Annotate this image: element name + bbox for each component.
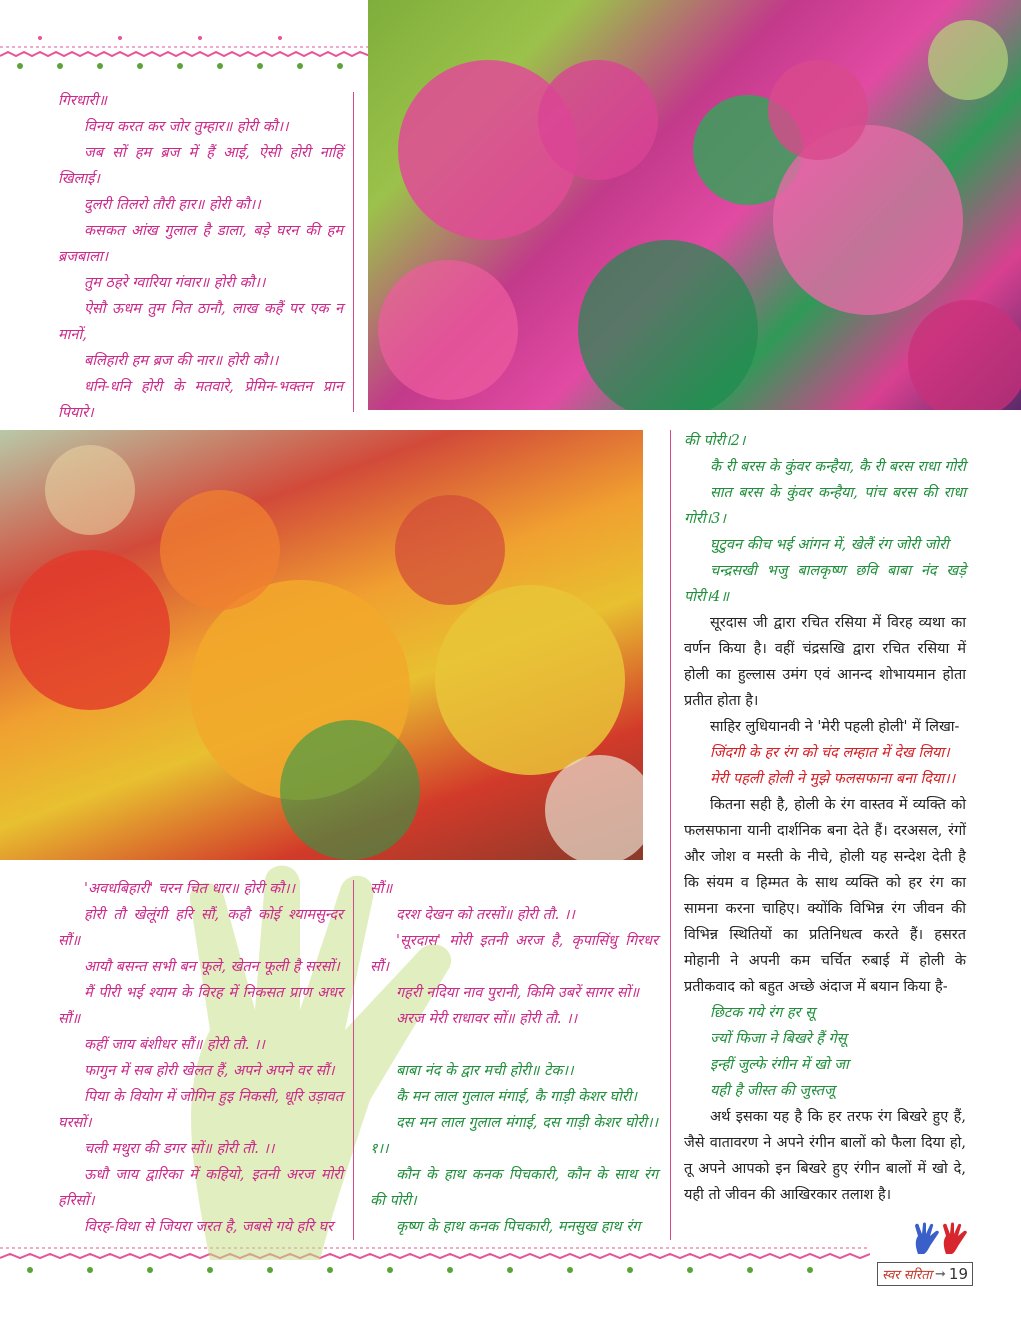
- text-line: कृष्ण के हाथ कनक पिचकारी, मनसुख हाथ रंग: [396, 1219, 641, 1235]
- text-line: ऊधौ जाय द्वारिका में कहियो, इतनी अरज मोरी हरिसों।: [58, 1167, 343, 1209]
- text-line: होरी तौ खेलूंगी हरि सौं, कहौ कोई श्यामसुन्दर सौं॥: [58, 907, 343, 949]
- text-line: बाबा नंद के द्वार मची होरी॥ टेक।।: [396, 1063, 574, 1079]
- text-line: चली मथुरा की डगर सों॥ होरी तौ. ।।: [84, 1141, 275, 1157]
- text-line: कितना सही है, होली के रंग वास्तव में व्यक्ति को फलसफाना यानी दार्शनिक बना देते हैं। दरअसल, रंगों और जोश व मस्ती के नीचे, होली यह सन्देश देती है कि संयम व हिम्मत के साथ व्यक्ति को हर रंग का सामना करना चाहिए। क्योंकि विभिन्न रंग जीवन की विभिन्न स्थितियों का प्रतिनिधत्व करते हैं। हसरत मोहानी ने अपनी कम चर्चित रुबाई में होली के प्रतीकवाद को बहुत अच्छे अंदाज में बयान किया है-: [684, 797, 966, 995]
- arrow-icon: ➞: [935, 1266, 946, 1282]
- text-line: सौं॥: [370, 881, 393, 897]
- magazine-name: स्वर सरिता: [882, 1268, 932, 1283]
- text-line: ऐसौ ऊधम तुम नित ठानौ, लाख कहैं पर एक न मानों,: [58, 301, 343, 343]
- text-line: सूरदास जी द्वारा रचित रसिया में विरह व्यथा का वर्णन किया है। वहीं चंद्रसखि द्वारा रचित रसिया में होली का हुल्लास उमंग एवं आनन्द शोभायमान होता प्रतीत होता है।: [684, 615, 966, 709]
- text-line: घुटुवन कीच भई आंगन में, खेलैं रंग जोरी जोरी: [710, 537, 949, 553]
- column-divider: [353, 880, 354, 1240]
- text-line: विरह-विथा से जियरा जरत है, जबसे गये हरि घर: [84, 1219, 334, 1235]
- page-footer: [877, 1262, 973, 1286]
- text-line: कसकत आंख गुलाल है डाला, बड़े घरन की हम ब्रजबाला।: [58, 223, 343, 265]
- poem-column-left-top: [58, 88, 343, 426]
- text-line: मेरी पहली होली ने मुझे फलसफाना बना दिया।।: [710, 771, 956, 787]
- text-line: बलिहारी हम ब्रज की नार॥ होरी कौ।।: [84, 353, 279, 369]
- top-border-ornament: [0, 30, 370, 78]
- text-line: गिरधारी॥: [58, 93, 107, 109]
- text-line: मैं पीरी भई श्याम के विरह में निकसत प्राण अधर सौं॥: [58, 985, 343, 1027]
- text-line: आयौ बसन्त सभी बन फूले, खेतन फूली है सरसों।: [84, 959, 340, 975]
- text-line: साहिर लुधियानवी ने 'मेरी पहली होली' में लिखा-: [710, 719, 960, 735]
- children-celebration-photo: [0, 430, 643, 860]
- handprint-icon: [912, 1222, 970, 1256]
- text-line: यही है जीस्त की जुस्तजू: [710, 1083, 835, 1099]
- text-line: पिया के वियोग में जोगिन हुइ निकसी, धूरि उड़ावत घरसों।: [58, 1089, 343, 1131]
- text-line: कै री बरस के कुंवर कन्हैया, कै री बरस राधा गोरी: [710, 459, 966, 475]
- text-line: गहरी नदिया नाव पुरानी, किमि उबरें सागर सों॥: [396, 985, 640, 1001]
- text-line: छिटक गये रंग हर सू: [710, 1005, 815, 1021]
- text-line: कौन के हाथ कनक पिचकारी, कौन के साथ रंग की पोरी।: [370, 1167, 658, 1209]
- text-line: दस मन लाल गुलाल मंगाई, दस गाड़ी केशर घोरी।। १।।: [370, 1115, 658, 1157]
- text-line: धनि-धनि होरी के मतवारे, प्रेमिन-भक्तन प्रान पियारे।: [58, 379, 343, 421]
- column-divider: [670, 430, 671, 1240]
- text-line: की पोरी।2।: [684, 433, 746, 449]
- text-line: जिंदगी के हर रंग को चंद लम्हात में देख लिया।: [710, 745, 950, 761]
- article-column-right: [684, 428, 966, 1208]
- text-line: जब सों हम ब्रज में हैं आई, ऐसी होरी नाहिं खिलाई।: [58, 145, 343, 187]
- text-line: इन्हीं जुल्फे रंगीन में खो जा: [710, 1057, 849, 1073]
- text-line: फागुन में सब होरी खेलत हैं, अपने अपने वर सौं।: [84, 1063, 335, 1079]
- text-line: सात बरस के कुंवर कन्हैया, पांच बरस की राधा गोरी।3।: [684, 485, 966, 527]
- text-line: दुलरी तिलरो तौरी हार॥ होरी कौ।।: [84, 197, 261, 213]
- text-line: दरश देखन को तरसों॥ होरी तौ. ।।: [396, 907, 575, 923]
- text-line: अरज मेरी राधावर सों॥ होरी तौ. ।।: [396, 1011, 578, 1027]
- text-line: चन्द्रसखी भजु बालकृष्ण छवि बाबा नंद खड़े पोरी।4॥: [684, 563, 966, 605]
- column-divider: [353, 92, 354, 412]
- text-line: विनय करत कर जोर तुम्हार॥ होरी कौ।।: [84, 119, 289, 135]
- poem-column-left-bottom: [58, 876, 343, 1240]
- poem-column-middle: [370, 876, 658, 1240]
- text-line: ज्यों फिजा ने बिखरे हैं गेसू: [710, 1031, 847, 1047]
- text-line: 'सूरदास' मोरी इतनी अरज है, कृपासिंधु गिरधर सौं।: [370, 933, 658, 975]
- text-line: [370, 1032, 658, 1058]
- page-number: 19: [948, 1265, 968, 1283]
- text-line: 'अवधबिहारी' चरन चित धार॥ होरी कौ।।: [84, 881, 295, 897]
- text-line: कहीं जाय बंशीधर सौं॥ होरी तौ. ।।: [84, 1037, 265, 1053]
- text-line: अर्थ इसका यह है कि हर तरफ रंग बिखरे हुए हैं, जैसे वातावरण ने अपने रंगीन बालों को फैला दिया हो, तू अपने आपको इन बिखरे हुए रंगीन बालों में खो दे, यही तो जीवन की आखिरकार तलाश है।: [684, 1109, 966, 1203]
- text-line: कै मन लाल गुलाल मंगाई, कै गाड़ी केशर घोरी।: [396, 1089, 638, 1105]
- holi-crowd-photo: [368, 0, 1021, 410]
- text-line: तुम ठहरे ग्वारिया गंवार॥ होरी कौ।।: [84, 275, 266, 291]
